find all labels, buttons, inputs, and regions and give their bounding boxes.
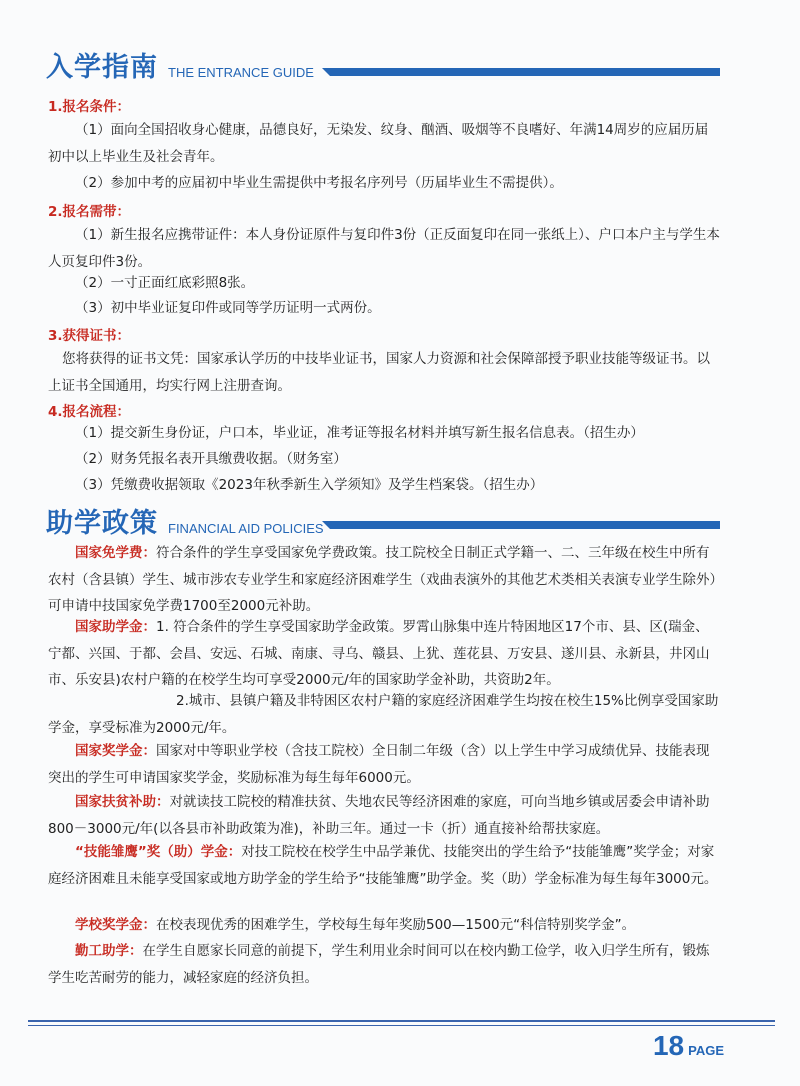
paragraph: （3）凭缴费收据领取《2023年秋季新生入学须知》及学生档案袋。（招生办） bbox=[75, 477, 544, 493]
section-heading-entrance-guide bbox=[46, 54, 314, 81]
subheading-registration-materials: 2.报名需带： bbox=[48, 204, 131, 220]
subheading-registration-conditions: 1.报名条件： bbox=[48, 99, 131, 115]
aid-item-state-grant bbox=[48, 614, 720, 694]
aid-item-label: 国家扶贫补助： bbox=[75, 794, 170, 810]
paragraph: （2）参加中考的应届初中毕业生需提供中考报名序列号（历届毕业生不需提供）。 bbox=[75, 175, 563, 191]
paragraph: （1）提交新生身份证，户口本，毕业证，准考证等报名材料并填写新生报名信息表。（招生办） bbox=[75, 425, 644, 441]
section-heading-financial-aid bbox=[46, 510, 324, 537]
aid-item-poverty-relief bbox=[48, 789, 720, 842]
aid-item-work-study bbox=[48, 938, 720, 991]
paragraph: （1）新生报名应携带证件：本人身份证原件与复印件3份（正反面复印在同一张纸上）、户口本户主与学生本人页复印件3份。 bbox=[48, 227, 720, 270]
page-number-word: PAGE bbox=[688, 1043, 724, 1058]
aid-item-label: 国家奖学金： bbox=[75, 743, 156, 759]
aid-item-label: “技能雏鹰”奖（助）学金： bbox=[75, 844, 242, 860]
aid-item-text: 国家对中等职业学校（含技工院校）全日制二年级（含）以上学生中学习成绩优异、技能表现突出的学生可申请国家奖学金，奖励标准为每生每年6000元。 bbox=[48, 743, 710, 786]
subheading-registration-process: 4.报名流程： bbox=[48, 404, 131, 420]
section-title-cn: 助学政策 bbox=[46, 508, 158, 539]
section-title-en: FINANCIAL AID POLICIES bbox=[168, 521, 324, 536]
aid-item-label: 国家免学费： bbox=[75, 545, 156, 561]
aid-item-text: 1. 符合条件的学生享受国家助学金政策。罗霄山脉集中连片特困地区17个市、县、区(瑞金、宁都、兴国、于都、会昌、安远、石城、南康、寻乌、赣县、上犹、莲花县、万安县、遂川县、永新县，井冈山市、乐安县)农村户籍的在校学生均可享受2000元/年的国家助学金补助，共资助2年。 bbox=[48, 619, 710, 688]
heading-bar bbox=[330, 68, 720, 76]
aid-item-state-grant-2 bbox=[48, 688, 720, 741]
aid-item-school-scholarship bbox=[48, 912, 720, 939]
footer-rule bbox=[28, 1020, 775, 1022]
section-title-en: THE ENTRANCE GUIDE bbox=[168, 65, 314, 80]
paragraph: （2）财务凭报名表开具缴费收据。（财务室） bbox=[75, 451, 347, 467]
aid-item-text: 在学生自愿家长同意的前提下，学生利用业余时间可以在校内勤工俭学，收入归学生所有，锻炼学生吃苦耐劳的能力，减轻家庭的经济负担。 bbox=[48, 943, 710, 986]
aid-item-text: 符合条件的学生享受国家免学费政策。技工院校全日制正式学籍一、二、三年级在校生中所有农村（含县镇）学生、城市涉农专业学生和家庭经济困难学生（戏曲表演外的其他艺术类相关表演专业学生除外）可申请中技国家免学费1700至2000元补助。 bbox=[48, 545, 717, 614]
paragraph: （1）面向全国招收身心健康，品德良好，无染发、纹身、酗酒、吸烟等不良嗜好、年满14周岁的应届历届初中以上毕业生及社会青年。 bbox=[48, 122, 709, 165]
aid-item-text: 对技工院校在校学生中品学兼优、技能突出的学生给予“技能雏鹰”奖学金；对家庭经济困难且未能享受国家或地方助学金的学生给予“技能雏鹰”助学金。奖（助）学金标准为每生每年3000元。 bbox=[48, 844, 718, 887]
aid-item-label: 勤工助学： bbox=[75, 943, 143, 959]
paragraph: 您将获得的证书文凭：国家承认学历的中技毕业证书，国家人力资源和社会保障部授予职业技能等级证书。以上证书全国通用，均实行网上注册查询。 bbox=[48, 351, 710, 394]
heading-bar bbox=[330, 521, 720, 529]
aid-item-state-scholarship bbox=[48, 738, 720, 791]
aid-item-label: 学校奖学金： bbox=[75, 917, 156, 933]
aid-item-label: 国家助学金： bbox=[75, 619, 156, 635]
aid-item-text: 在校表现优秀的困难学生，学校每生每年奖励500—1500元“科信特别奖学金”。 bbox=[156, 917, 636, 933]
subheading-certificates: 3.获得证书： bbox=[48, 328, 131, 344]
page-number bbox=[653, 1030, 724, 1062]
paragraph: （2）一寸正面红底彩照8张。 bbox=[75, 275, 255, 291]
section-title-cn: 入学指南 bbox=[46, 52, 158, 83]
aid-item-text: 对就读技工院校的精准扶贫、失地农民等经济困难的家庭，可向当地乡镇或居委会申请补助800－3000元/年(以各县市补助政策为准)，补助三年。通过一卡（折）通直接补给帮扶家庭。 bbox=[48, 794, 710, 837]
aid-item-tuition-waiver bbox=[48, 540, 720, 620]
aid-item-skill-eaglet bbox=[48, 839, 720, 892]
aid-item-text: 2.城市、县镇户籍及非特困区农村户籍的家庭经济困难学生均按在校生15%比例享受国家助学金，享受标准为2000元/年。 bbox=[48, 693, 719, 736]
paragraph: （3）初中毕业证复印件或同等学历证明一式两份。 bbox=[75, 300, 381, 316]
page-number-value: 18 bbox=[652, 1030, 685, 1061]
footer-rule bbox=[28, 1025, 775, 1026]
